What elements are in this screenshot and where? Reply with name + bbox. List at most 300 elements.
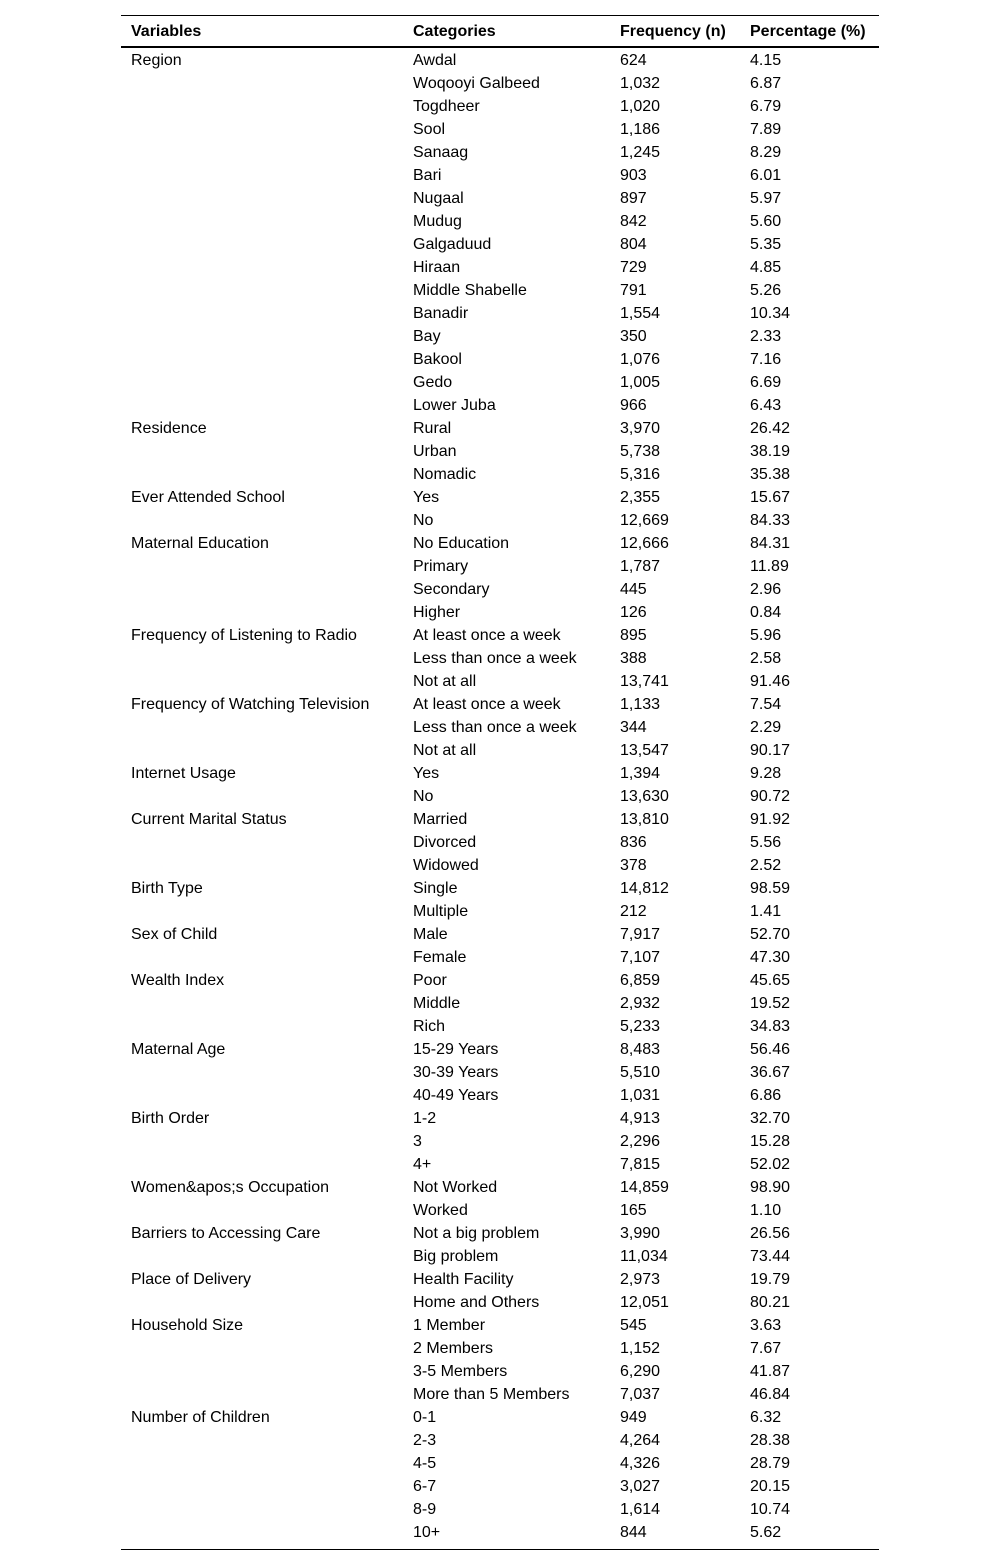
category-cell: More than 5 Members — [413, 1386, 570, 1403]
table-row — [121, 877, 879, 900]
variable-cell — [131, 647, 413, 670]
variable-cell: Residence — [131, 420, 207, 437]
percentage-cell: 26.56 — [750, 1225, 791, 1242]
category-cell: Bay — [413, 328, 441, 345]
table-row — [121, 49, 879, 72]
frequency-cell: 212 — [620, 903, 647, 920]
table-row — [121, 256, 879, 279]
category-cell: Rural — [413, 420, 452, 437]
percentage-cell: 91.92 — [750, 811, 791, 828]
table-row — [121, 1015, 879, 1038]
category-cell: Female — [413, 949, 467, 966]
category-cell: 2-3 — [413, 1432, 437, 1449]
variable-cell — [131, 210, 413, 233]
table-row — [121, 118, 879, 141]
frequency-cell: 11,034 — [620, 1248, 668, 1265]
percentage-cell: 7.67 — [750, 1340, 782, 1357]
category-cell: 40-49 Years — [413, 1087, 499, 1104]
percentage-cell: 6.32 — [750, 1409, 782, 1426]
variable-cell: Current Marital Status — [131, 811, 287, 828]
frequency-cell: 1,614 — [620, 1501, 661, 1518]
frequency-cell: 165 — [620, 1202, 647, 1219]
variable-cell — [131, 279, 413, 302]
table-row — [121, 555, 879, 578]
table-row — [121, 739, 879, 762]
percentage-cell: 41.87 — [750, 1363, 791, 1380]
variable-cell — [131, 440, 413, 463]
variable-cell — [131, 1498, 413, 1521]
category-cell: Sool — [413, 121, 446, 138]
category-cell: Health Facility — [413, 1271, 514, 1288]
percentage-cell: 19.79 — [750, 1271, 791, 1288]
variable-cell — [131, 1360, 413, 1383]
frequency-cell: 2,296 — [620, 1133, 661, 1150]
table-row — [121, 785, 879, 808]
percentage-cell: 46.84 — [750, 1386, 791, 1403]
variable-cell — [131, 325, 413, 348]
variable-cell — [131, 1452, 413, 1475]
category-cell: Nugaal — [413, 190, 464, 207]
table-row — [121, 601, 879, 624]
percentage-cell: 9.28 — [750, 765, 782, 782]
percentage-cell: 91.46 — [750, 673, 791, 690]
percentage-cell: 8.29 — [750, 144, 782, 161]
frequency-cell: 1,186 — [620, 121, 661, 138]
table-row — [121, 1521, 879, 1544]
category-cell: Not at all — [413, 673, 477, 690]
table-row — [121, 72, 879, 95]
table-row — [121, 463, 879, 486]
frequency-cell: 12,051 — [620, 1294, 669, 1311]
frequency-cell: 729 — [620, 259, 647, 276]
table-row — [121, 831, 879, 854]
table-row — [121, 1245, 879, 1268]
table-row — [121, 1268, 879, 1291]
category-cell: 0-1 — [413, 1409, 437, 1426]
frequency-cell: 350 — [620, 328, 647, 345]
percentage-cell: 38.19 — [750, 443, 791, 460]
frequency-cell: 5,316 — [620, 466, 661, 483]
percentage-cell: 47.30 — [750, 949, 791, 966]
table-row — [121, 141, 879, 164]
variable-cell — [131, 785, 413, 808]
frequency-cell: 7,037 — [620, 1386, 661, 1403]
variable-cell — [131, 1245, 413, 1268]
variable-cell — [131, 854, 413, 877]
percentage-cell: 5.56 — [750, 834, 782, 851]
percentage-cell: 6.86 — [750, 1087, 782, 1104]
variable-cell — [131, 578, 413, 601]
frequency-cell: 545 — [620, 1317, 647, 1334]
table-row — [121, 164, 879, 187]
table-row — [121, 946, 879, 969]
percentage-cell: 10.74 — [750, 1501, 791, 1518]
variable-cell: Frequency of Listening to Radio — [131, 627, 357, 644]
table-row — [121, 808, 879, 831]
category-cell: Galgaduud — [413, 236, 492, 253]
percentage-cell: 7.16 — [750, 351, 782, 368]
table-row — [121, 233, 879, 256]
frequency-cell: 836 — [620, 834, 647, 851]
variable-cell — [131, 601, 413, 624]
variable-cell: Sex of Child — [131, 926, 218, 943]
percentage-cell: 2.96 — [750, 581, 782, 598]
percentage-cell: 5.26 — [750, 282, 782, 299]
percentage-cell: 90.72 — [750, 788, 791, 805]
percentage-cell: 36.67 — [750, 1064, 791, 1081]
variable-cell: Region — [131, 52, 182, 69]
percentage-cell: 90.17 — [750, 742, 791, 759]
frequency-cell: 1,133 — [620, 696, 661, 713]
frequency-cell: 2,355 — [620, 489, 661, 506]
category-cell: Single — [413, 880, 458, 897]
frequency-cell: 1,031 — [620, 1087, 661, 1104]
category-cell: Not a big problem — [413, 1225, 540, 1242]
table-row — [121, 1038, 879, 1061]
category-cell: Mudug — [413, 213, 462, 230]
frequency-cell: 6,290 — [620, 1363, 661, 1380]
variable-cell — [131, 95, 413, 118]
variable-cell: Number of Children — [131, 1409, 270, 1426]
category-cell: Gedo — [413, 374, 453, 391]
table-row — [121, 325, 879, 348]
frequency-cell: 3,027 — [620, 1478, 661, 1495]
category-cell: No Education — [413, 535, 510, 552]
table-row — [121, 95, 879, 118]
table-row — [121, 693, 879, 716]
table-row — [121, 1291, 879, 1314]
variable-cell — [131, 371, 413, 394]
table-row — [121, 532, 879, 555]
variable-cell — [131, 1199, 413, 1222]
table-row — [121, 716, 879, 739]
percentage-cell: 7.89 — [750, 121, 782, 138]
percentage-cell: 80.21 — [750, 1294, 791, 1311]
frequency-cell: 1,554 — [620, 305, 661, 322]
table-row — [121, 302, 879, 325]
frequency-cell: 5,738 — [620, 443, 661, 460]
frequency-cell: 13,810 — [620, 811, 669, 828]
percentage-cell: 6.87 — [750, 75, 782, 92]
table-row — [121, 1176, 879, 1199]
header-categories: Categories — [413, 23, 496, 40]
category-cell: Less than once a week — [413, 719, 577, 736]
percentage-cell: 10.34 — [750, 305, 791, 322]
percentage-cell: 26.42 — [750, 420, 791, 437]
category-cell: Bakool — [413, 351, 462, 368]
variable-cell: Frequency of Watching Television — [131, 696, 370, 713]
category-cell: Higher — [413, 604, 461, 621]
table-row — [121, 417, 879, 440]
variable-cell: Maternal Age — [131, 1041, 226, 1058]
frequency-cell: 13,741 — [620, 673, 669, 690]
category-cell: Secondary — [413, 581, 490, 598]
frequency-cell: 903 — [620, 167, 647, 184]
variable-cell — [131, 394, 413, 417]
frequency-cell: 5,233 — [620, 1018, 661, 1035]
table-body — [121, 48, 879, 1549]
percentage-cell: 1.41 — [750, 903, 782, 920]
variable-cell: Maternal Education — [131, 535, 269, 552]
percentage-cell: 2.29 — [750, 719, 782, 736]
frequency-cell: 1,787 — [620, 558, 661, 575]
frequency-cell: 897 — [620, 190, 647, 207]
frequency-cell: 4,913 — [620, 1110, 661, 1127]
percentage-cell: 2.58 — [750, 650, 782, 667]
frequency-cell: 7,917 — [620, 926, 661, 943]
category-cell: 15-29 Years — [413, 1041, 499, 1058]
table-row — [121, 1337, 879, 1360]
table-row — [121, 210, 879, 233]
table-row — [121, 762, 879, 785]
category-cell: Woqooyi Galbeed — [413, 75, 540, 92]
frequency-cell: 844 — [620, 1524, 647, 1541]
variable-cell — [131, 256, 413, 279]
percentage-cell: 19.52 — [750, 995, 791, 1012]
variable-cell — [131, 164, 413, 187]
category-cell: Not at all — [413, 742, 477, 759]
frequency-cell: 791 — [620, 282, 647, 299]
frequency-cell: 2,932 — [620, 995, 661, 1012]
frequency-cell: 2,973 — [620, 1271, 661, 1288]
frequency-cell: 445 — [620, 581, 647, 598]
percentage-cell: 2.33 — [750, 328, 782, 345]
frequency-cell: 126 — [620, 604, 647, 621]
category-cell: Banadir — [413, 305, 469, 322]
variable-cell — [131, 1337, 413, 1360]
category-cell: Awdal — [413, 52, 457, 69]
category-cell: Primary — [413, 558, 469, 575]
table-row — [121, 992, 879, 1015]
category-cell: Lower Juba — [413, 397, 496, 414]
table-row — [121, 670, 879, 693]
percentage-cell: 6.43 — [750, 397, 782, 414]
table-row — [121, 578, 879, 601]
category-cell: 2 Members — [413, 1340, 494, 1357]
table-row — [121, 1475, 879, 1498]
category-cell: 10+ — [413, 1524, 441, 1541]
table-row — [121, 854, 879, 877]
category-cell: Urban — [413, 443, 457, 460]
frequency-cell: 378 — [620, 857, 647, 874]
data-table — [121, 15, 879, 1550]
frequency-cell: 4,326 — [620, 1455, 661, 1472]
frequency-cell: 1,076 — [620, 351, 661, 368]
frequency-cell: 6,859 — [620, 972, 661, 989]
category-cell: Bari — [413, 167, 442, 184]
category-cell: No — [413, 788, 434, 805]
variable-cell — [131, 739, 413, 762]
frequency-cell: 388 — [620, 650, 647, 667]
category-cell: Multiple — [413, 903, 469, 920]
category-cell: 6-7 — [413, 1478, 437, 1495]
percentage-cell: 56.46 — [750, 1041, 791, 1058]
table-row — [121, 440, 879, 463]
table-row — [121, 1383, 879, 1406]
category-cell: Home and Others — [413, 1294, 540, 1311]
percentage-cell: 3.63 — [750, 1317, 782, 1334]
variable-cell — [131, 1015, 413, 1038]
table-row — [121, 1222, 879, 1245]
variable-cell — [131, 1153, 413, 1176]
frequency-cell: 14,859 — [620, 1179, 669, 1196]
percentage-cell: 2.52 — [750, 857, 782, 874]
frequency-cell: 1,394 — [620, 765, 661, 782]
percentage-cell: 15.67 — [750, 489, 791, 506]
category-cell: Divorced — [413, 834, 477, 851]
percentage-cell: 28.38 — [750, 1432, 791, 1449]
frequency-cell: 4,264 — [620, 1432, 661, 1449]
category-cell: Togdheer — [413, 98, 480, 115]
frequency-cell: 1,245 — [620, 144, 661, 161]
frequency-cell: 12,669 — [620, 512, 669, 529]
table-row — [121, 348, 879, 371]
percentage-cell: 6.69 — [750, 374, 782, 391]
percentage-cell: 5.62 — [750, 1524, 782, 1541]
variable-cell — [131, 831, 413, 854]
table-row — [121, 969, 879, 992]
category-cell: Middle — [413, 995, 461, 1012]
variable-cell: Ever Attended School — [131, 489, 285, 506]
table-row — [121, 187, 879, 210]
table-row — [121, 279, 879, 302]
category-cell: Poor — [413, 972, 447, 989]
table-row — [121, 647, 879, 670]
variable-cell — [131, 302, 413, 325]
variable-cell — [131, 1130, 413, 1153]
percentage-cell: 84.33 — [750, 512, 791, 529]
frequency-cell: 5,510 — [620, 1064, 661, 1081]
frequency-cell: 1,005 — [620, 374, 661, 391]
percentage-cell: 5.60 — [750, 213, 782, 230]
category-cell: 1-2 — [413, 1110, 437, 1127]
variable-cell — [131, 946, 413, 969]
frequency-cell: 624 — [620, 52, 647, 69]
variable-cell — [131, 233, 413, 256]
variable-cell: Wealth Index — [131, 972, 225, 989]
variable-cell — [131, 1084, 413, 1107]
frequency-cell: 842 — [620, 213, 647, 230]
frequency-cell: 1,020 — [620, 98, 661, 115]
percentage-cell: 34.83 — [750, 1018, 791, 1035]
percentage-cell: 28.79 — [750, 1455, 791, 1472]
frequency-cell: 12,666 — [620, 535, 669, 552]
frequency-cell: 1,032 — [620, 75, 661, 92]
frequency-cell: 1,152 — [620, 1340, 661, 1357]
variable-cell — [131, 716, 413, 739]
category-cell: 30-39 Years — [413, 1064, 499, 1081]
variable-cell: Internet Usage — [131, 765, 236, 782]
table-row — [121, 900, 879, 923]
percentage-cell: 6.01 — [750, 167, 782, 184]
table-row — [121, 624, 879, 647]
category-cell: At least once a week — [413, 627, 561, 644]
variable-cell — [131, 118, 413, 141]
variable-cell — [131, 900, 413, 923]
category-cell: Hiraan — [413, 259, 461, 276]
category-cell: Male — [413, 926, 448, 943]
table-row — [121, 371, 879, 394]
frequency-cell: 13,630 — [620, 788, 669, 805]
frequency-cell: 3,990 — [620, 1225, 661, 1242]
table-header — [121, 16, 879, 48]
frequency-cell: 8,483 — [620, 1041, 661, 1058]
variable-cell — [131, 1475, 413, 1498]
table-row — [121, 1153, 879, 1176]
header-variables: Variables — [131, 23, 202, 40]
table-row — [121, 1406, 879, 1429]
percentage-cell: 5.35 — [750, 236, 782, 253]
variable-cell: Place of Delivery — [131, 1271, 252, 1288]
frequency-cell: 7,107 — [620, 949, 661, 966]
variable-cell — [131, 141, 413, 164]
category-cell: Yes — [413, 765, 440, 782]
table-row — [121, 1498, 879, 1521]
frequency-cell: 895 — [620, 627, 647, 644]
variable-cell — [131, 509, 413, 532]
table-row — [121, 394, 879, 417]
frequency-cell: 7,815 — [620, 1156, 661, 1173]
frequency-cell: 344 — [620, 719, 647, 736]
variable-cell — [131, 187, 413, 210]
category-cell: Yes — [413, 489, 440, 506]
category-cell: Rich — [413, 1018, 446, 1035]
variable-cell: Household Size — [131, 1317, 244, 1334]
percentage-cell: 35.38 — [750, 466, 791, 483]
category-cell: 4-5 — [413, 1455, 437, 1472]
frequency-cell: 949 — [620, 1409, 647, 1426]
percentage-cell: 45.65 — [750, 972, 791, 989]
category-cell: Not Worked — [413, 1179, 498, 1196]
variable-cell: Birth Type — [131, 880, 203, 897]
table-row — [121, 1360, 879, 1383]
percentage-cell: 0.84 — [750, 604, 782, 621]
percentage-cell: 98.59 — [750, 880, 791, 897]
variable-cell — [131, 1061, 413, 1084]
percentage-cell: 7.54 — [750, 696, 782, 713]
category-cell: 1 Member — [413, 1317, 486, 1334]
variable-cell: Women&apos;s Occupation — [131, 1179, 330, 1196]
table-row — [121, 923, 879, 946]
percentage-cell: 52.70 — [750, 926, 791, 943]
percentage-cell: 6.79 — [750, 98, 782, 115]
frequency-cell: 14,812 — [620, 880, 669, 897]
table-row — [121, 1107, 879, 1130]
percentage-cell: 98.90 — [750, 1179, 791, 1196]
percentage-cell: 15.28 — [750, 1133, 791, 1150]
percentage-cell: 5.96 — [750, 627, 782, 644]
percentage-cell: 84.31 — [750, 535, 791, 552]
variable-cell — [131, 555, 413, 578]
header-frequency: Frequency (n) — [620, 23, 726, 40]
variable-cell — [131, 72, 413, 95]
category-cell: 8-9 — [413, 1501, 437, 1518]
category-cell: Widowed — [413, 857, 479, 874]
table-row — [121, 1130, 879, 1153]
category-cell: Sanaag — [413, 144, 469, 161]
category-cell: Big problem — [413, 1248, 499, 1265]
category-cell: No — [413, 512, 434, 529]
variable-cell — [131, 1383, 413, 1406]
variable-cell — [131, 992, 413, 1015]
table-row — [121, 1199, 879, 1222]
category-cell: Nomadic — [413, 466, 477, 483]
category-cell: Worked — [413, 1202, 468, 1219]
variable-cell — [131, 348, 413, 371]
table-row — [121, 1061, 879, 1084]
variable-cell — [131, 1291, 413, 1314]
table-row — [121, 1452, 879, 1475]
